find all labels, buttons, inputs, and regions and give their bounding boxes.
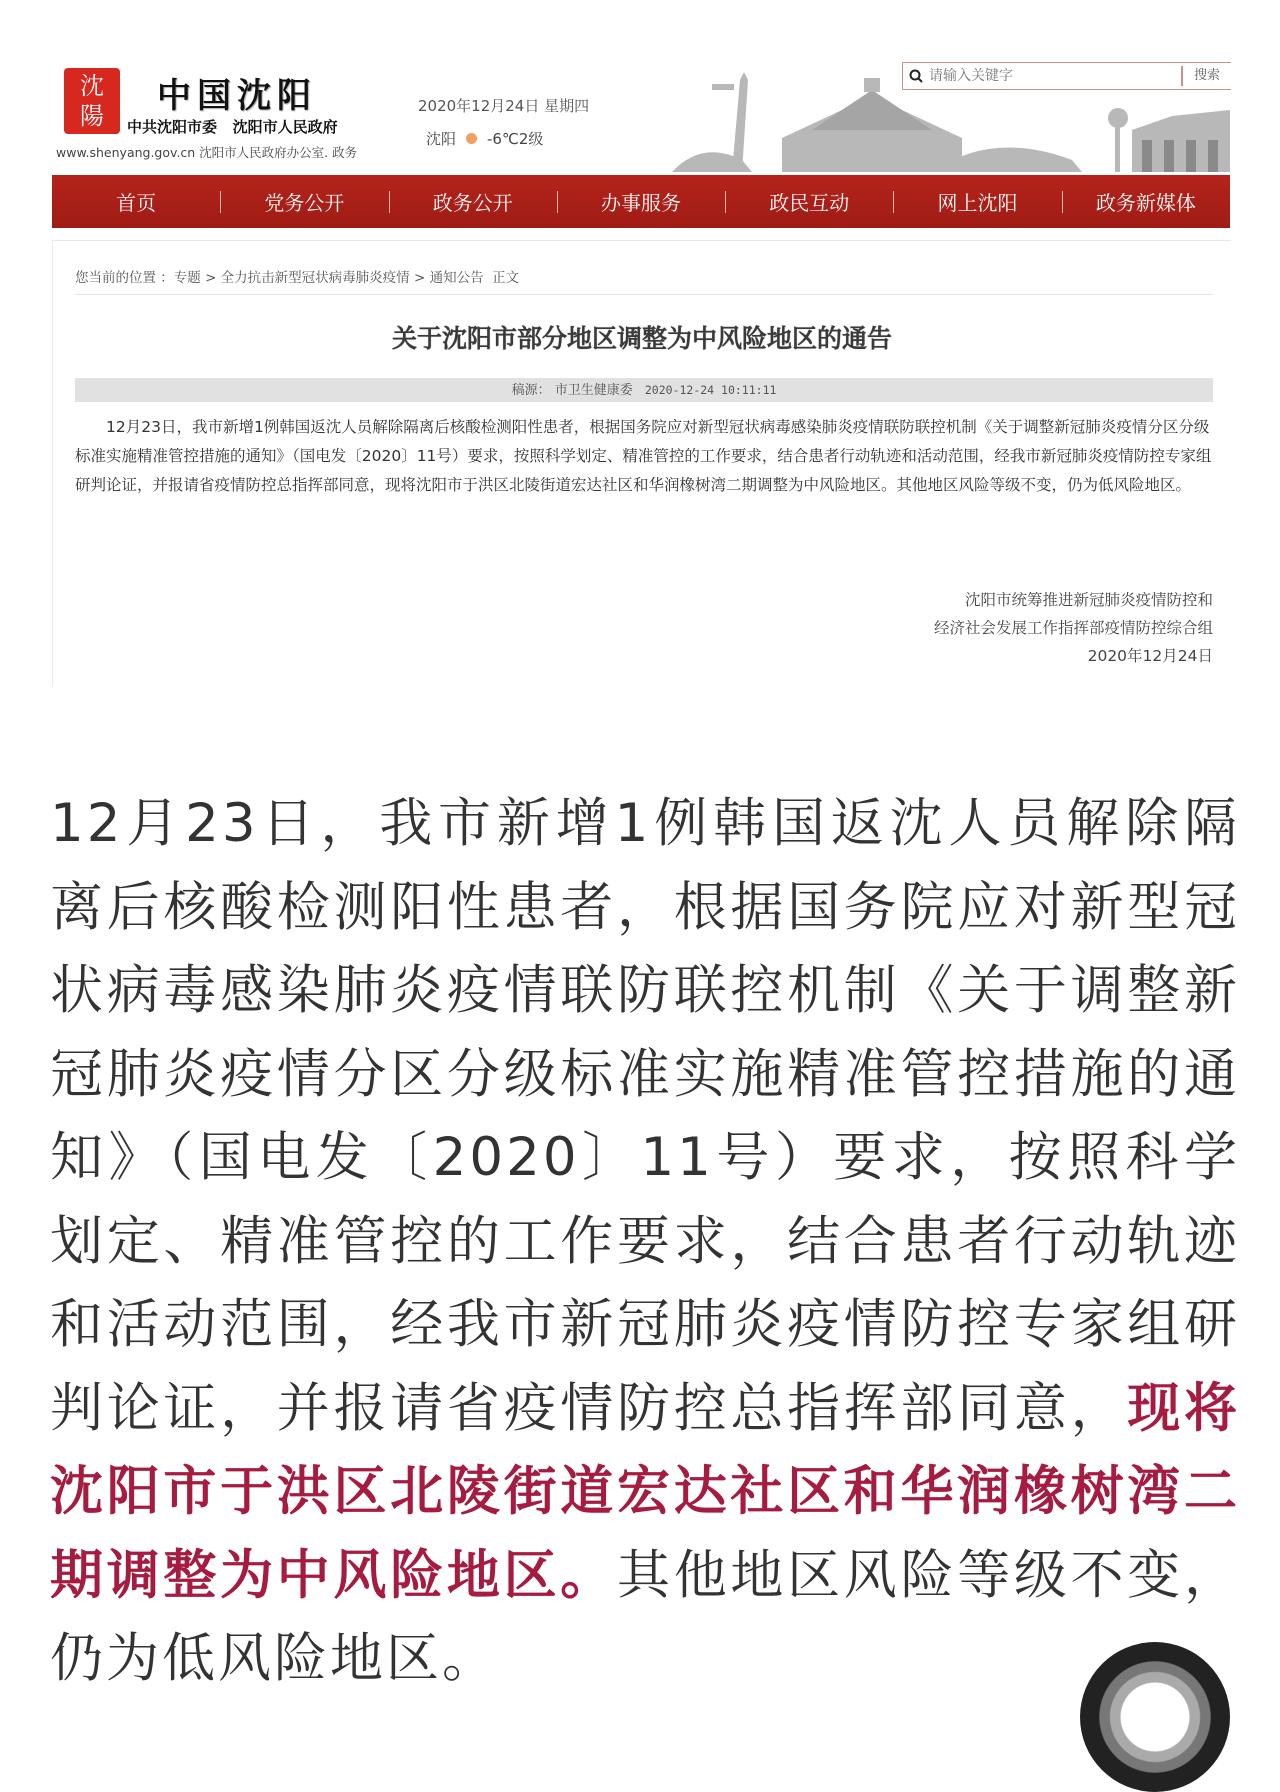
embedded-webpage-screenshot — [52, 50, 1230, 685]
site-header — [52, 50, 1230, 172]
logo-glyph-bottom: 陽 — [80, 102, 104, 130]
floating-disc-icon[interactable] — [1080, 1642, 1230, 1792]
signature-line-2: 经济社会发展工作指挥部疫情防控综合组 — [933, 619, 1213, 637]
source-label: 稿源： — [511, 383, 551, 398]
enlarged-quote — [50, 782, 1240, 1701]
nav-item-home[interactable]: 首页 — [116, 191, 157, 215]
breadcrumb[interactable]: 您当前的位置 ：专题 > 全力抗击新型冠状病毒肺炎疫情 > 通知公告 正文 — [75, 270, 520, 286]
weather-temp: -6℃2级 — [487, 130, 544, 148]
main-nav — [52, 175, 1230, 228]
site-title: 中国沈阳 — [157, 76, 317, 116]
nav-item-interaction[interactable]: 政民互动 — [725, 187, 893, 216]
search-input[interactable] — [929, 68, 1181, 84]
weather-city: 沈阳 — [426, 130, 457, 148]
city-seal-logo[interactable] — [64, 68, 120, 134]
signature-date: 2020年12月24日 — [1087, 647, 1213, 665]
enlarged-text-highlight: 现将沈阳市于洪区北陵街道宏达社区和华润橡树湾二期调整为中风险地区。 — [50, 1377, 1241, 1606]
current-date: 2020年12月24日 星期四 — [418, 97, 590, 115]
site-subtitle: 中共沈阳市委 沈阳市人民政府 — [127, 118, 338, 136]
sun-icon — [466, 133, 477, 144]
nav-item-services[interactable]: 办事服务 — [557, 187, 725, 216]
divider — [75, 294, 1213, 295]
search-box — [902, 62, 1231, 90]
nav-item-online-shenyang[interactable]: 网上沈阳 — [893, 187, 1061, 216]
site-url: www.shenyang.gov.cn 沈阳市人民政府办公室. 政务 — [56, 145, 358, 160]
article-body: 12月23日，我市新增1例韩国返沈人员解除隔离后核酸检测阳性患者，根据国务院应对新型冠状病毒感染肺炎疫情联防联控机制《关于调整新冠肺炎疫情分区分级标准实施精准管控措施的通知》（国电发〔2020〕11号）要求，按照科学划定、精准管控的工作要求，结合患者行动轨迹和活动范围，经我市新冠肺炎疫情防控专家组研判论证，并报请省疫情防控总指挥部同意，现将沈阳市于洪区北陵街道宏达社区和华润橡树湾二期调整为中风险地区。其他地区风险等级不变，仍为低风险地区。 — [75, 418, 1212, 494]
logo-glyph-top: 沈 — [80, 72, 104, 100]
source-name: 市卫生健康委 — [554, 383, 633, 398]
article-title: 关于沈阳市部分地区调整为中风险地区的通告 — [391, 324, 892, 353]
weather-widget — [426, 128, 543, 149]
enlarged-text-part1: 12月23日，我市新增1例韩国返沈人员解除隔离后核酸检测阳性患者，根据国务院应对新型冠状病毒感染肺炎疫情联防联控机制《关于调整新冠肺炎疫情分区分级标准实施精准管控措施的通知》（国电发〔2020〕11号）要求，按照科学划定、精准管控的工作要求，结合患者行动轨迹和活动范围，经我市新冠肺炎疫情防控专家组研判论证，并报请省疫情防控总指挥部同意， — [50, 793, 1240, 1439]
nav-item-party-affairs[interactable]: 党务公开 — [220, 187, 388, 216]
nav-item-new-media[interactable]: 政务新媒体 — [1062, 187, 1230, 216]
publish-timestamp: 2020-12-24 10:11:11 — [644, 383, 777, 397]
article-card — [52, 240, 1231, 686]
article-signature — [934, 586, 1213, 670]
enlarged-text-part2: 其他地区风险等级不变，仍为低风险地区。 — [50, 1544, 1240, 1689]
article-meta-bar — [75, 378, 1213, 402]
search-button[interactable]: 搜索 — [1181, 66, 1231, 86]
search-icon[interactable] — [903, 69, 929, 83]
nav-item-government-affairs[interactable]: 政务公开 — [389, 187, 557, 216]
signature-line-1: 沈阳市统筹推进新冠肺炎疫情防控和 — [964, 591, 1213, 609]
